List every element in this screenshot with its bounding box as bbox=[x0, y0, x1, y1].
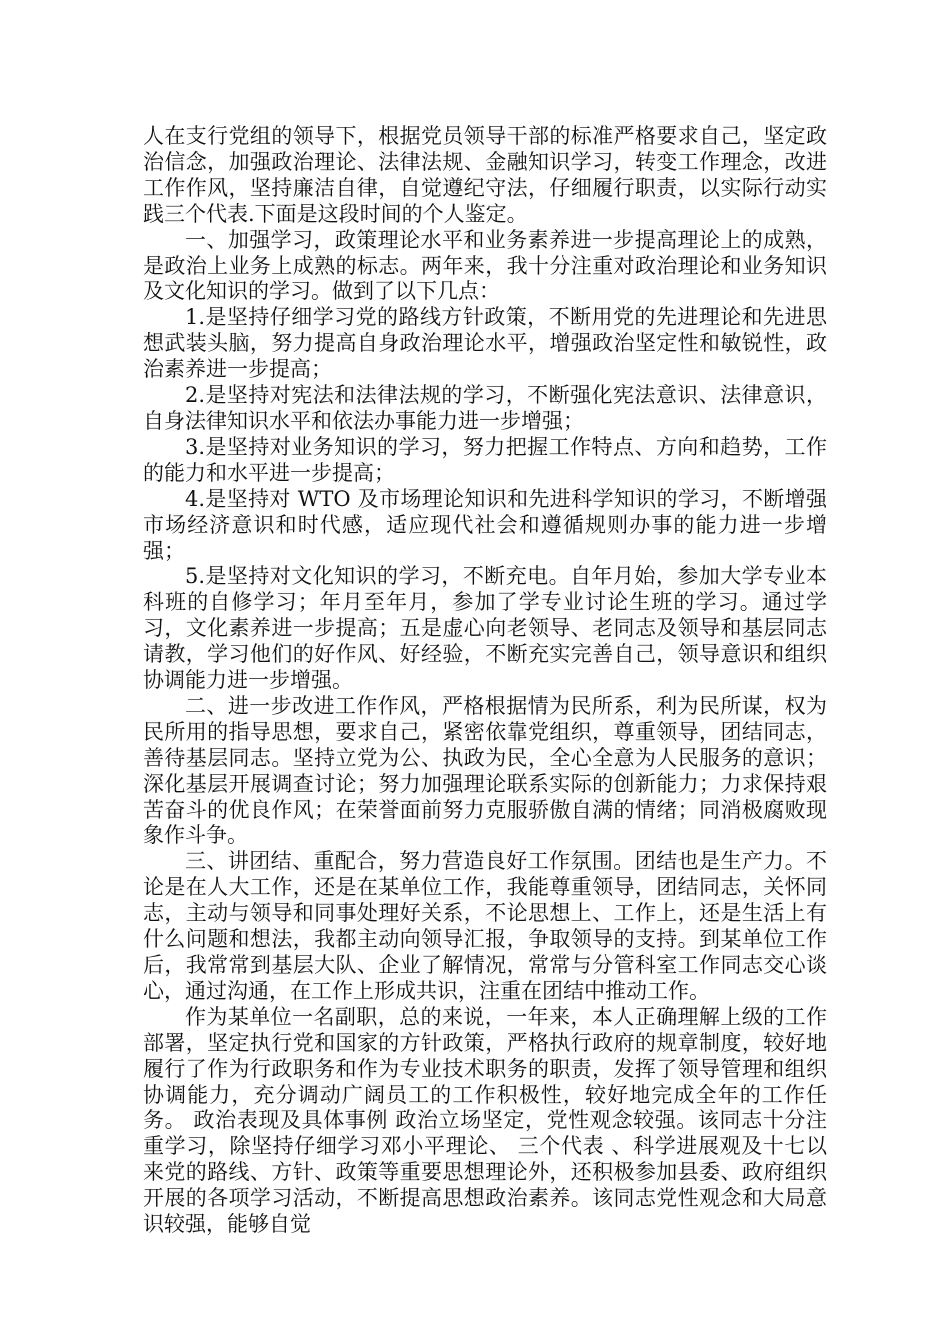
paragraph-section-2: 二、进一步改进工作作风，严格根据情为民所系，利为民所谋，权为民所用的指导思想，要求自己，紧密依靠党组织，尊重领导，团结同志，善待基层同志。坚持立党为公、执政为民，全心全意为人民服务的意识；深化基层开展调查讨论；努力加强理论联系实际的创新能力；力求保持艰苦奋斗的优良作风；在荣誉面前努力克服骄傲自满的情绪；同消极腐败现象作斗争。 bbox=[143, 693, 827, 848]
paragraph-item-3: 3.是坚持对业务知识的学习，努力把握工作特点、方向和趋势，工作的能力和水平进一步提高； bbox=[143, 434, 827, 485]
paragraph-item-5: 5.是坚持对文化知识的学习，不断充电。自年月始，参加大学专业本科班的自修学习；年月至年月，参加了学专业讨论生班的学习。通过学习，文化素养进一步提高；五是虚心向老领导、老同志及领导和基层同志请教，学习他们的好作风、好经验，不断充实完善自己，领导意识和组织协调能力进一步增强。 bbox=[143, 564, 827, 693]
document-body bbox=[143, 124, 827, 1238]
paragraph-item-1: 1.是坚持仔细学习党的路线方针政策，不断用党的先进理论和先进思想武装头脑，努力提高自身政治理论水平，增强政治坚定性和敏锐性，政治素养进一步提高； bbox=[143, 305, 827, 382]
paragraph-item-4: 4.是坚持对 WTO 及市场理论知识和先进科学知识的学习，不断增强市场经济意识和时代感，适应现代社会和遵循规则办事的能力进一步增强； bbox=[143, 486, 827, 563]
paragraph-section-3: 三、讲团结、重配合，努力营造良好工作氛围。团结也是生产力。不论是在人大工作，还是在某单位工作，我能尊重领导，团结同志，关怀同志，主动与领导和同事处理好关系，不论思想上、工作上，还是生活上有什么问题和想法，我都主动向领导汇报，争取领导的支持。到某单位工作后，我常常到基层大队、企业了解情况，常常与分管科室工作同志交心谈心，通过沟通，在工作上形成共识，注重在团结中推动工作。 bbox=[143, 849, 827, 1003]
paragraph-summary: 作为某单位一名副职，总的来说，一年来，本人正确理解上级的工作部署，坚定执行党和国家的方针政策，严格执行政府的规章制度，较好地履行了作为行政职务和作为专业技术职务的职责，发挥了领导管理和组织协调能力，充分调动广阔员工的工作积极性，较好地完成全年的工作任务。 政治表现及具体事例 政治立场坚定，党性观念较强。该同志十分注重学习，除坚持仔细学习邓小平理论、 三个代表 、科学进展观及十七以来党的路线、方针、政策等重要思想理论外，还积极参加县委、政府组织开展的各项学习活动，不断提高思想政治素养。该同志党性观念和大局意识较强，能够自觉 bbox=[143, 1004, 827, 1237]
paragraph-item-2: 2.是坚持对宪法和法律法规的学习，不断强化宪法意识、法律意识，自身法律知识水平和依法办事能力进一步增强； bbox=[143, 383, 827, 433]
paragraph-intro: 人在支行党组的领导下，根据党员领导干部的标准严格要求自己，坚定政治信念，加强政治理论、法律法规、金融知识学习，转变工作理念，改进工作作风，坚持廉洁自律，自觉遵纪守法，仔细履行职责，以实际行动实践三个代表.下面是这段时间的个人鉴定。 bbox=[143, 124, 827, 226]
paragraph-section-1: 一、加强学习，政策理论水平和业务素养进一步提高理论上的成熟，是政治上业务上成熟的标志。两年来，我十分注重对政治理论和业务知识及文化知识的学习。做到了以下几点： bbox=[143, 227, 827, 304]
